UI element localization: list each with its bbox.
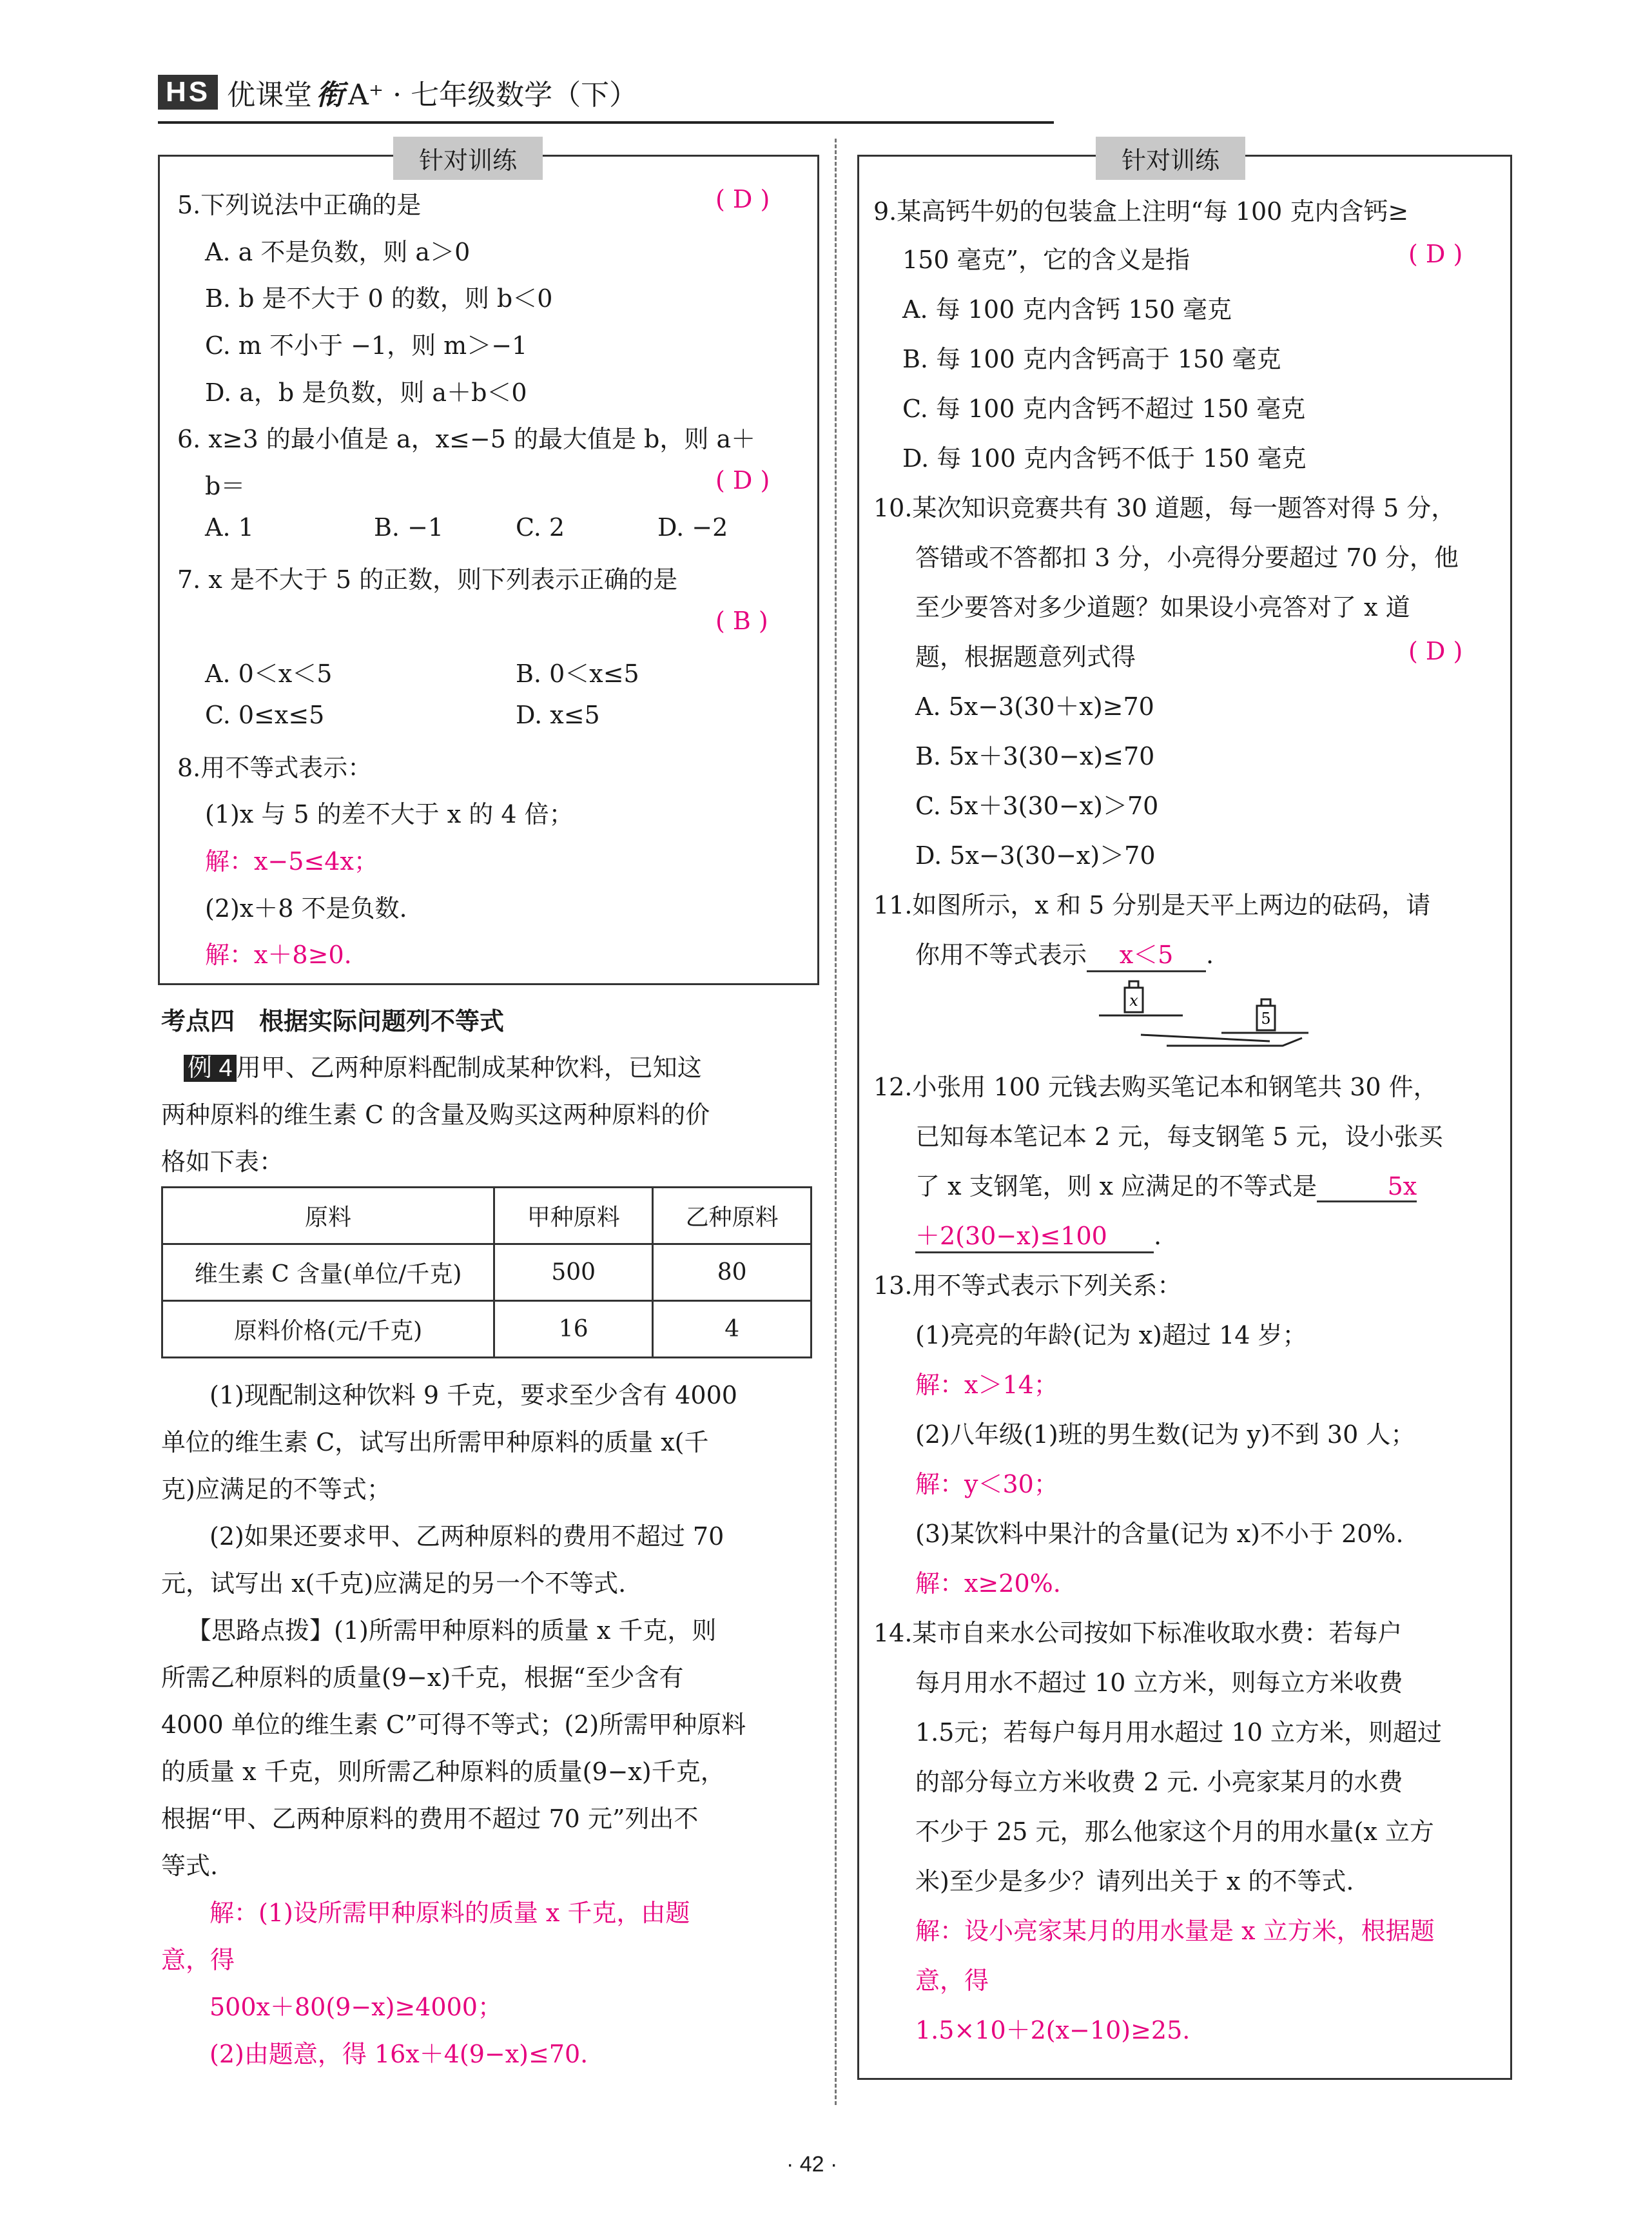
q11-period: .: [1206, 941, 1214, 969]
example-intro-line-2: 两种原料的维生素 C 的含量及购买这两种原料的价: [161, 1101, 710, 1129]
column-divider: [835, 139, 837, 2105]
q8-part2-solution: 解：x＋8≥0.: [205, 941, 352, 969]
q8-part1: (1)x 与 5 的差不大于 x 的 4 倍；: [205, 800, 574, 828]
q8-part1-solution: 解：x−5≤4x；: [205, 847, 378, 876]
q14-solution-3: 1.5×10＋2(x−10)≥25.: [915, 2016, 1190, 2044]
q13-part1: (1)亮亮的年龄(记为 x)超过 14 岁；: [915, 1321, 1307, 1349]
table-cell: 原料价格(元/千克): [162, 1301, 494, 1358]
hint-line: 【思路点拨】(1)所需甲种原料的质量 x 千克，则: [187, 1616, 717, 1645]
q14-stem-2: 每月用水不超过 10 立方米，则每立方米收费: [915, 1669, 1403, 1697]
q9-option-d: D. 每 100 克内含钙不低于 150 毫克: [902, 444, 1307, 473]
table-header-row: [162, 1188, 811, 1244]
q10-stem-3: 至少要答对多少道题？如果设小亮答对了 x 道: [915, 593, 1410, 622]
right-weight-label: 5: [1261, 1010, 1271, 1028]
left-weight-handle: [1129, 981, 1138, 988]
solution-line: (2)由题意，得 16x＋4(9−x)≤70.: [209, 2040, 588, 2068]
q7-option-c: C. 0≤x≤5: [205, 701, 325, 729]
q12-prompt: 了 x 支钢笔，则 x 应满足的不等式是: [915, 1172, 1317, 1200]
q8-stem: 8.用不等式表示：: [177, 754, 373, 782]
q6-stem-cont: b＝: [205, 472, 246, 500]
q14-stem-6: 米)至少是多少？请列出关于 x 的不等式.: [915, 1867, 1354, 1895]
q5-answer: ( D ): [715, 185, 770, 213]
q12-stem: 12.小张用 100 元钱去购买笔记本和钢笔共 30 件，: [873, 1073, 1438, 1101]
header-script-icon: 衔: [316, 79, 345, 112]
table-cell: 4: [653, 1301, 811, 1358]
q10-stem-2: 答错或不答都扣 3 分，小亮得分要超过 70 分，他: [915, 544, 1459, 572]
hint-line: 所需乙种原料的质量(9−x)千克，根据“至少含有: [161, 1663, 684, 1692]
hint-line: 根据“甲、乙两种原料的费用不超过 70 元”列出不: [161, 1805, 699, 1833]
header-divider: [158, 121, 1054, 124]
solution-line: 500x＋80(9−x)≥4000；: [209, 1993, 502, 2021]
q10-stem-4: 题，根据题意列式得: [915, 643, 1136, 671]
q12-answer-blank-1: 5x: [1317, 1172, 1417, 1202]
q14-stem: 14.某市自来水公司按如下标准收取水费：若每户: [873, 1619, 1403, 1647]
header-title: 优课堂: [227, 79, 313, 112]
q12-stem-4: [915, 1216, 1161, 1253]
ingredients-table: [161, 1186, 812, 1358]
q12-period: .: [1154, 1222, 1162, 1250]
q13-part3-solution: 解：x≥20%.: [915, 1569, 1061, 1598]
table-row: [162, 1244, 811, 1301]
q5-option-a: A. a 不是负数，则 a＞0: [205, 238, 471, 266]
example-intro-line-3: 格如下表：: [161, 1148, 284, 1176]
header-subtitle: A⁺ · 七年级数学（下）: [348, 79, 638, 112]
table-cell: 500: [494, 1244, 653, 1301]
q11-answer-blank: x＜5: [1087, 935, 1206, 972]
q11-prompt: 你用不等式表示: [915, 941, 1087, 969]
q7-stem: 7. x 是不大于 5 的正数，则下列表示正确的是: [177, 565, 678, 594]
q10-option-d: D. 5x−3(30−x)＞70: [915, 841, 1156, 870]
brand-logo: HS: [158, 75, 218, 110]
q11-stem-2: [915, 935, 1214, 972]
q9-option-b: B. 每 100 克内含钙高于 150 毫克: [902, 345, 1281, 373]
q9-option-a: A. 每 100 克内含钙 150 毫克: [902, 295, 1232, 324]
right-weight-handle: [1261, 999, 1270, 1006]
q10-option-b: B. 5x＋3(30−x)≤70: [915, 742, 1155, 770]
example-4: [184, 1048, 702, 1083]
hint-line: 的质量 x 千克，则所需乙种原料的质量(9−x)千克，: [161, 1758, 725, 1786]
q6-option-b: B. −1: [374, 513, 444, 542]
q7-option-d: D. x≤5: [516, 701, 600, 729]
q14-solution-2: 意，得: [915, 1966, 989, 1995]
q12-answer-blank-2: ＋2(30−x)≤100: [915, 1216, 1154, 1253]
q11-stem: 11.如图所示，x 和 5 分别是天平上两边的砝码，请: [873, 891, 1431, 919]
hint-line: 4000 单位的维生素 C”可得不等式；(2)所需甲种原料: [161, 1710, 746, 1739]
q5-option-d: D. a，b 是负数，则 a＋b＜0: [205, 378, 527, 407]
q13-part3: (3)某饮料中果汁的含量(记为 x)不小于 20%.: [915, 1520, 1404, 1548]
q14-stem-5: 不少于 25 元，那么他家这个月的用水量(x 立方: [915, 1817, 1434, 1846]
question-line: 元，试写出 x(千克)应满足的另一个不等式.: [161, 1569, 627, 1598]
q13-part2-solution: 解：y＜30；: [915, 1470, 1058, 1498]
left-panel-tab: 针对训练: [393, 137, 543, 180]
q5-option-c: C. m 不小于 −1，则 m＞−1: [205, 331, 528, 360]
balance-scale-figure: [1096, 974, 1315, 1051]
q10-option-c: C. 5x＋3(30−x)＞70: [915, 792, 1159, 820]
q13-part1-solution: 解：x＞14；: [915, 1371, 1058, 1399]
table-cell: 维生素 C 含量(单位/千克): [162, 1244, 494, 1301]
right-panel-tab: 针对训练: [1096, 137, 1245, 180]
solution-line: 意，得: [161, 1946, 235, 1974]
example-intro-line-1: 用甲、乙两种原料配制成某种饮料，已知这: [236, 1053, 702, 1082]
q7-option-a: A. 0＜x＜5: [205, 660, 333, 688]
example-badge: 例 4: [184, 1055, 237, 1082]
page-header: [158, 70, 637, 115]
q12-stem-2: 已知每本笔记本 2 元，每支钢笔 5 元，设小张买: [915, 1122, 1443, 1151]
table-cell: 80: [653, 1244, 811, 1301]
table-cell: 16: [494, 1301, 653, 1358]
q5-option-b: B. b 是不大于 0 的数，则 b＜0: [205, 284, 553, 313]
question-line: (1)现配制这种饮料 9 千克，要求至少含有 4000: [209, 1381, 737, 1409]
q6-option-c: C. 2: [516, 513, 565, 542]
q6-answer: ( D ): [715, 466, 770, 495]
q13-stem: 13.用不等式表示下列关系：: [873, 1271, 1182, 1300]
table-header-cell: 甲种原料: [494, 1188, 653, 1244]
table-header-cell: 乙种原料: [653, 1188, 811, 1244]
q9-option-c: C. 每 100 克内含钙不超过 150 毫克: [902, 395, 1306, 423]
q12-stem-3: [915, 1166, 1417, 1202]
q9-stem: 9.某高钙牛奶的包装盒上注明“每 100 克内含钙≥: [873, 197, 1409, 226]
q14-stem-4: 的部分每立方米收费 2 元. 小亮家某月的水费: [915, 1768, 1403, 1796]
q6-stem: 6. x≥3 的最小值是 a，x≤−5 的最大值是 b，则 a＋: [177, 425, 756, 453]
left-weight-label: x: [1129, 992, 1138, 1010]
q6-option-a: A. 1: [205, 513, 254, 542]
q10-option-a: A. 5x−3(30＋x)≥70: [915, 692, 1154, 721]
question-line: (2)如果还要求甲、乙两种原料的费用不超过 70: [209, 1522, 724, 1551]
solution-line: 解：(1)设所需甲种原料的质量 x 千克，由题: [209, 1899, 690, 1927]
q10-stem: 10.某次知识竞赛共有 30 道题，每一题答对得 5 分，: [873, 494, 1456, 522]
scale-beam: [1141, 1035, 1270, 1041]
table-row: [162, 1301, 811, 1358]
table-header-cell: 原料: [162, 1188, 494, 1244]
question-line: 单位的维生素 C，试写出所需甲种原料的质量 x(千: [161, 1428, 709, 1456]
question-line: 克)应满足的不等式；: [161, 1475, 391, 1503]
q9-stem-cont: 150 毫克”，它的含义是指: [902, 246, 1190, 274]
page-number: · 42 ·: [786, 2152, 838, 2177]
q13-part2: (2)八年级(1)班的男生数(记为 y)不到 30 人；: [915, 1420, 1415, 1449]
q9-answer: ( D ): [1408, 240, 1463, 268]
q14-stem-3: 1.5元；若每户每月用水超过 10 立方米，则超过: [915, 1718, 1442, 1747]
q14-solution-1: 解：设小亮家某月的用水量是 x 立方米，根据题: [915, 1917, 1435, 1945]
q5-stem: 5.下列说法中正确的是: [177, 191, 422, 219]
section-title: 考点四 根据实际问题列不等式: [161, 1008, 505, 1035]
q7-answer: ( B ): [715, 607, 768, 635]
hint-line: 等式.: [161, 1852, 219, 1880]
q6-option-d: D. −2: [657, 513, 728, 542]
q10-answer: ( D ): [1408, 637, 1463, 665]
q7-option-b: B. 0＜x≤5: [516, 660, 639, 688]
q8-part2: (2)x＋8 不是负数.: [205, 894, 407, 923]
